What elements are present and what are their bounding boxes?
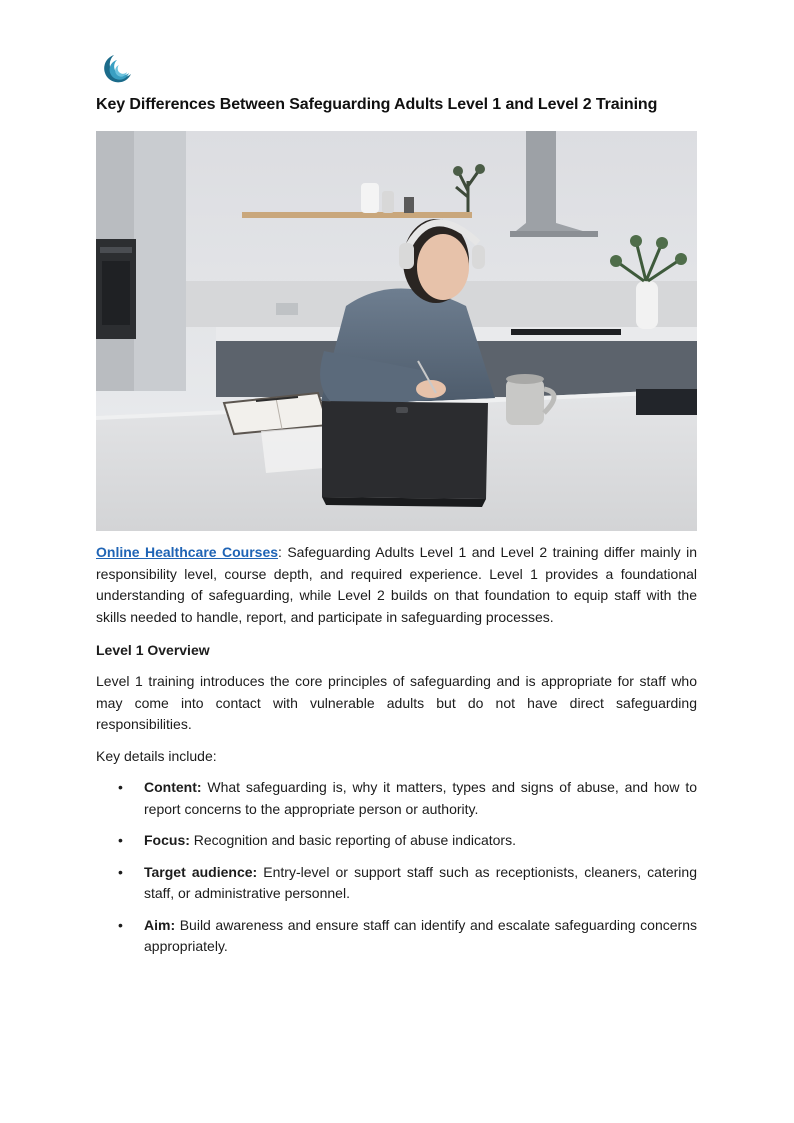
item-text: What safeguarding is, why it matters, types and signs of abuse, and how to report concerns to the appropriate person or authority.: [144, 779, 697, 817]
item-text: Recognition and basic reporting of abuse indicators.: [189, 832, 516, 848]
bullet-icon: •: [118, 832, 123, 848]
key-details-list: [96, 777, 697, 968]
item-label: Content:: [144, 779, 202, 795]
bullet-icon: •: [118, 863, 123, 880]
item-label: Aim:: [144, 916, 176, 933]
item-label: Focus:: [144, 832, 190, 848]
key-details-label: Key details include:: [96, 748, 217, 764]
intro-paragraph: [96, 542, 697, 628]
list-item: [96, 830, 697, 852]
item-text: Entry-level or support staff such as receptionists, cleaners, catering staff, or administrative personnel.: [144, 863, 697, 901]
crescent-logo-icon: [100, 52, 134, 86]
item-label: Target audience:: [144, 863, 258, 880]
list-item: [96, 862, 697, 905]
bullet-icon: •: [118, 916, 123, 933]
level1-heading: Level 1 Overview: [96, 642, 210, 658]
bullet-icon: •: [118, 779, 123, 795]
item-text: Build awareness and ensure staff can identify and escalate safeguarding concerns appropriately.: [144, 916, 697, 954]
intro-text: : Safeguarding Adults Level 1 and Level 2 training differ mainly in responsibility level, course depth, and required experience. Level 1 provides a foundational understanding of safeguarding, while Level 2 builds on that foundation to equip staff with the skills needed to handle, report, and participate in safeguarding processes.: [96, 544, 697, 625]
list-item: [96, 777, 697, 820]
online-healthcare-courses-link[interactable]: Online Healthcare Courses: [96, 544, 279, 560]
hero-image: [96, 131, 697, 531]
list-item: [96, 915, 697, 958]
page-title: Key Differences Between Safeguarding Adults Level 1 and Level 2 Training: [96, 96, 658, 113]
level1-paragraph: Level 1 training introduces the core principles of safeguarding and is appropriate for staff who may come into contact with vulnerable adults but do not have direct safeguarding responsibilities.: [96, 673, 697, 732]
